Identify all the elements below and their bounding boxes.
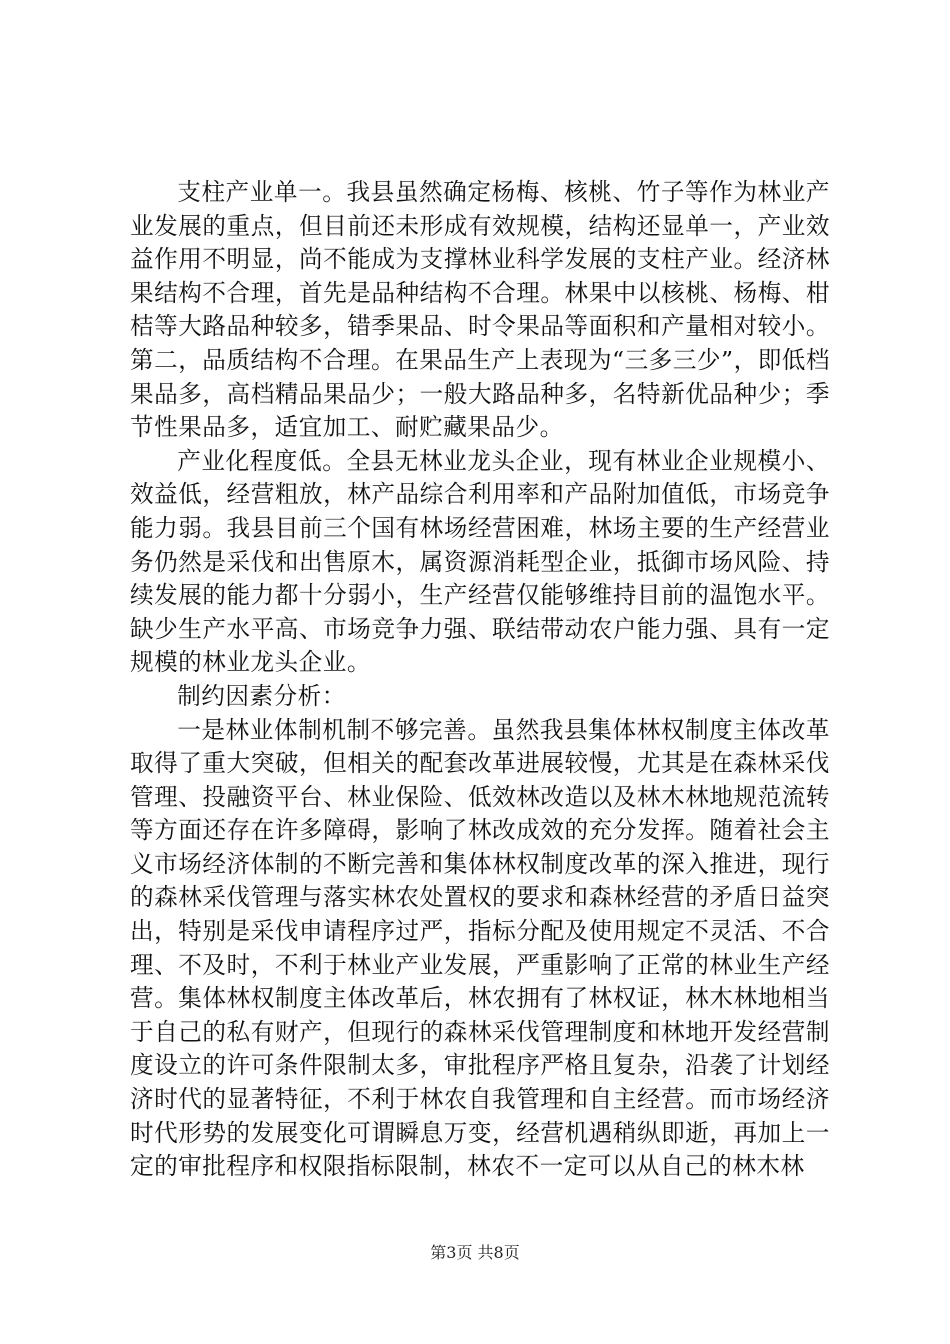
paragraph-pillar-industry: 支柱产业单一。我县虽然确定杨梅、核桃、竹子等作为林业产业发展的重点，但目前还未形成有效规模，结构还显单一，产业效益作用不明显，尚不能成为支撑林业科学发展的支柱产业。经济林果结构不合理，首先是品种结构不合理。林果中以核桃、杨梅、柑桔等大路品种较多，错季果品、时令果品等面积和产量相对较小。第二，品质结构不合理。在果品生产上表现为“三多三少”，即低档果品多，高档精品果品少；一般大路品种多，名特新优品种少；季节性果品多，适宜加工、耐贮藏果品少。 — [130, 178, 830, 442]
paragraph-constraint-heading: 制约因素分析： — [177, 681, 346, 710]
page-footer: 第3页 共8页 — [430, 1243, 520, 1262]
paragraph-forestry-system: 一是林业体制机制不够完善。虽然我县集体林权制度主体改革取得了重大突破，但相关的配套改革进展较慢，尤其是在森林采伐管理、投融资平台、林业保险、低效林改造以及林木林地规范流转等方面还存在许多障碍，影响了林改成效的充分发挥。随着社会主义市场经济体制的不断完善和集体林权制度改革的深入推进，现行的森林采伐管理与落实林农处置权的要求和森林经营的矛盾日益突出，特别是采伐申请程序过严，指标分配及使用规定不灵活、不合理、不及时，不利于林业产业发展，严重影响了正常的林业生产经营。集体林权制度主体改革后，林农拥有了林权证，林木林地相当于自己的私有财产，但现行的森林采伐管理制度和林地开发经营制度设立的许可条件限制太多，审批程序严格且复杂，沿袭了计划经济时代的显著特征，不利于林农自我管理和自主经营。而市场经济时代形势的发展变化可谓瞬息万变，经营机遇稍纵即逝，再加上一定的审批程序和权限指标限制，林农不一定可以从自己的林木林 — [130, 715, 830, 1181]
document-body — [130, 176, 830, 1184]
paragraph-industrialization: 产业化程度低。全县无林业龙头企业，现有林业企业规模小、效益低，经营粗放，林产品综合利用率和产品附加值低，市场竞争能力弱。我县目前三个国有林场经营困难，林场主要的生产经营业务仍然是采伐和出售原木，属资源消耗型企业，抵御市场风险、持续发展的能力都十分弱小，生产经营仅能够维持目前的温饱水平。缺少生产水平高、市场竞争力强、联结带动农户能力强、具有一定规模的林业龙头企业。 — [130, 446, 830, 677]
